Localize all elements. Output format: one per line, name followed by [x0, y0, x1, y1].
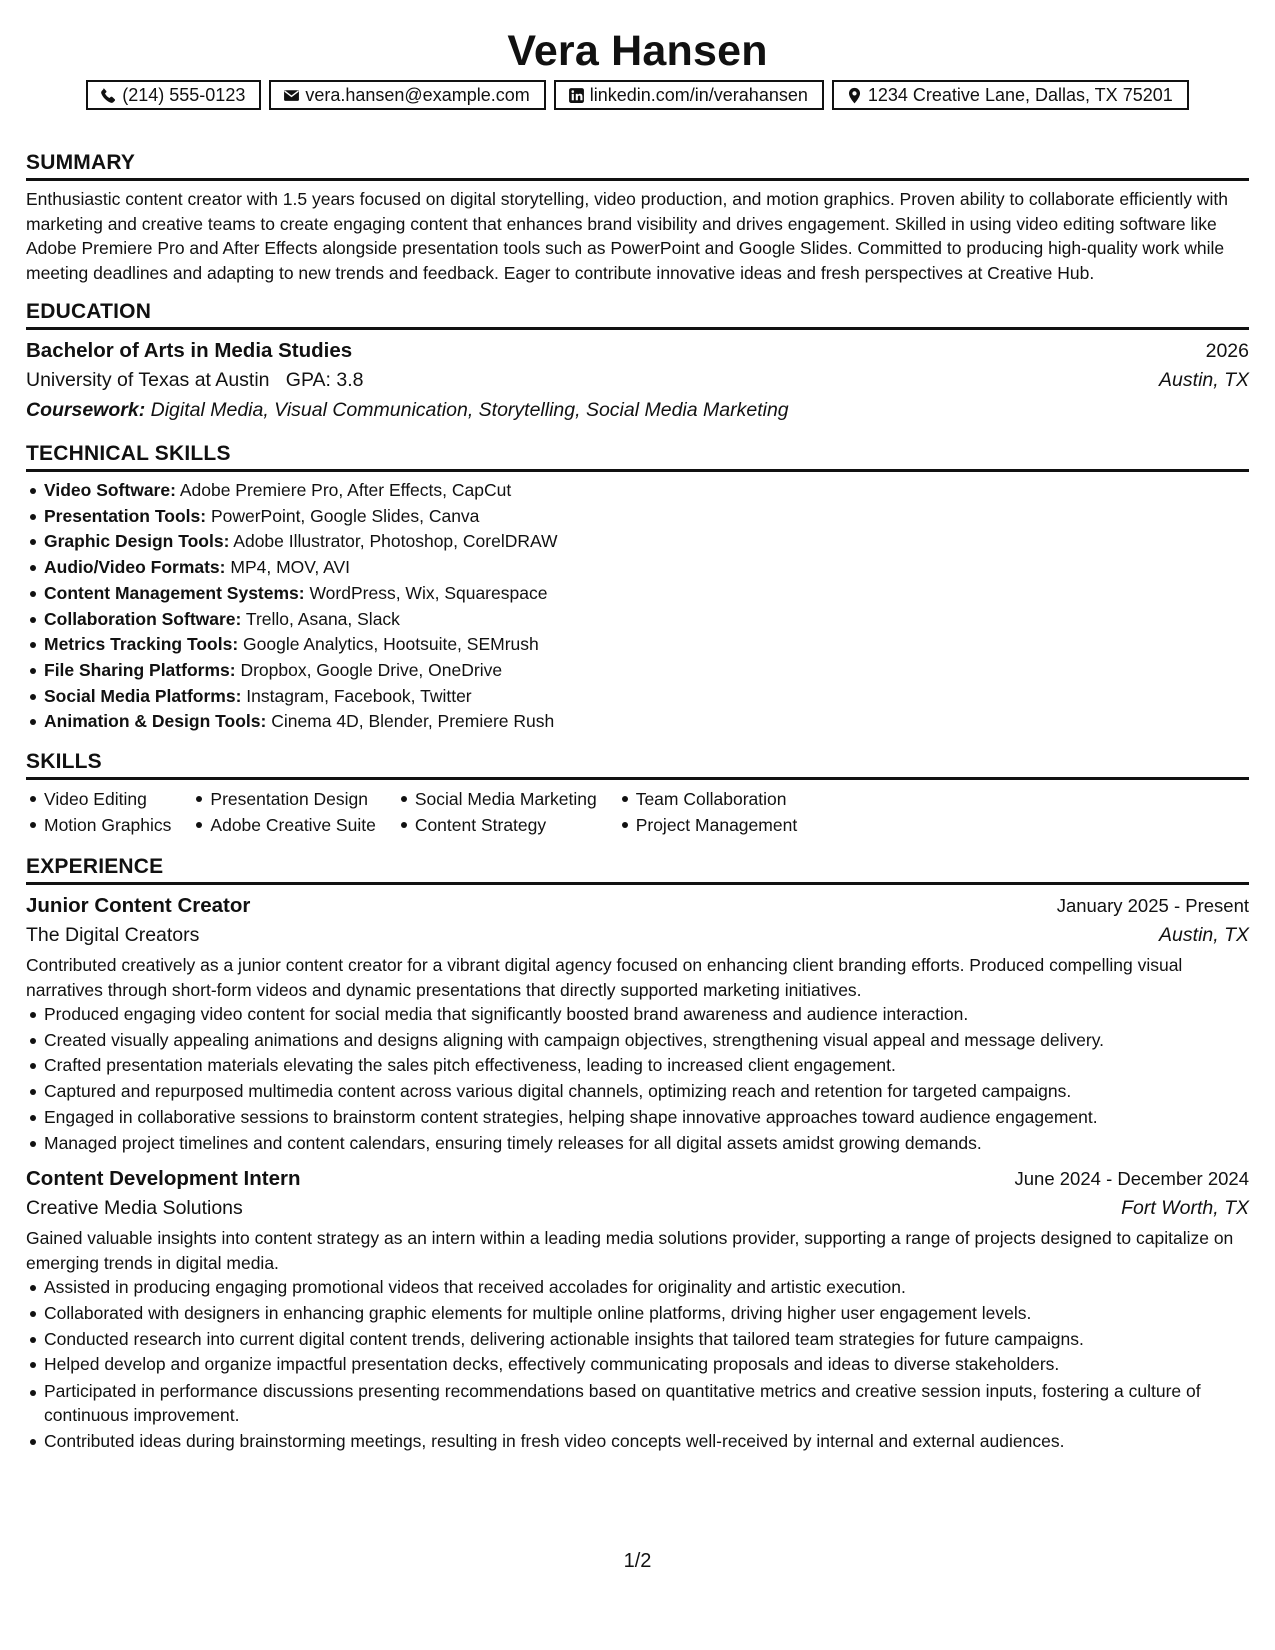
list-item — [26, 632, 1249, 658]
section-title-experience: EXPERIENCE — [26, 855, 164, 879]
education-degree: Bachelor of Arts in Media Studies — [26, 339, 353, 362]
education-year: 2026 — [1205, 340, 1249, 362]
job-bullets — [26, 1002, 1249, 1156]
skill-category: Video Software: — [44, 480, 176, 500]
coursework-label: Coursework: — [26, 399, 146, 421]
education-row-2 — [26, 366, 1249, 395]
technical-skills-section — [26, 441, 1249, 735]
contact-linkedin-text: linkedin.com/in/verahansen — [589, 84, 808, 105]
skills-grid — [26, 786, 1249, 838]
job-company: The Digital Creators — [26, 924, 200, 947]
list-item — [26, 658, 1249, 684]
skill-category: Presentation Tools: — [44, 505, 207, 526]
phone-icon — [100, 87, 117, 104]
skills-column — [618, 786, 797, 838]
job-header — [26, 1164, 1249, 1194]
section-divider — [26, 777, 1249, 780]
page-number: 1/2 — [623, 1550, 652, 1572]
job-summary: Contributed creatively as a junior content creator for a vibrant digital agency focused on enhancing client branding efforts. Produced compelling visual narratives through short-form videos and dynamic presentations that directly supported marketing initiatives. — [26, 955, 1183, 1000]
job-dates: June 2024 - December 2024 — [1014, 1168, 1249, 1190]
list-item: Conducted research into current digital content trends, delivering actionable insights that tailored team strategies for future campaigns. — [26, 1327, 1249, 1353]
skill-values: PowerPoint, Google Slides, Canva — [210, 505, 480, 526]
education-coursework — [26, 395, 1249, 425]
education-school-line — [26, 366, 363, 395]
list-item — [26, 555, 1249, 581]
contact-email-text: vera.hansen@example.com — [305, 84, 530, 105]
contact-address[interactable] — [832, 80, 1189, 110]
job-summary: Gained valuable insights into content strategy as an intern within a leading media solutions provider, supporting a range of projects designed to capitalize on emerging trends in digital media. — [26, 1228, 1234, 1273]
list-item — [26, 504, 1249, 530]
education-section — [26, 299, 1249, 425]
section-title-summary: SUMMARY — [26, 151, 136, 174]
job-location: Fort Worth, TX — [1121, 1197, 1249, 1220]
list-item: Motion Graphics — [26, 812, 171, 838]
skills-column — [26, 786, 171, 838]
list-item: Video Editing — [26, 786, 171, 812]
list-item — [26, 607, 1249, 633]
contact-bar — [26, 80, 1249, 110]
skill-category: Social Media Platforms: — [44, 685, 242, 706]
job-dates: January 2025 - Present — [1056, 895, 1249, 917]
skill-category: Animation & Design Tools: — [44, 711, 267, 732]
linkedin-icon — [568, 87, 585, 104]
job-entry — [26, 891, 1249, 1156]
job-entry — [26, 1164, 1249, 1455]
section-divider — [26, 882, 1249, 885]
technical-skills-list — [26, 478, 1249, 735]
summary-text: Enthusiastic content creator with 1.5 years focused on digital storytelling, video production, and motion graphics. Proven ability to collaborate efficiently with marketing and creative teams to create engaging content that enhances brand visibility and drives engagement. Skilled in using video editing software like Adobe Premiere Pro and After Effects alongside presentation tools such as PowerPoint and Google Slides. Committed to producing high-quality work while meeting deadlines and adapting to new trends and feedback. Eager to contribute innovative ideas and fresh perspectives at Creative Hub. — [26, 189, 1228, 283]
list-item — [26, 581, 1249, 607]
list-item: Produced engaging video content for social media that significantly boosted brand awareness and audience interaction. — [26, 1002, 1249, 1028]
contact-email[interactable] — [269, 80, 545, 110]
list-item — [26, 709, 1249, 735]
education-location: Austin, TX — [1159, 369, 1249, 391]
skill-values: Adobe Illustrator, Photoshop, CorelDRAW — [233, 531, 558, 552]
skill-category: Content Management Systems: — [44, 582, 305, 603]
skill-category: Metrics Tracking Tools: — [44, 634, 239, 655]
list-item: Engaged in collaborative sessions to brainstorm content strategies, helping shape innovative approaches toward audience engagement. — [26, 1105, 1249, 1131]
list-item: Presentation Design — [192, 786, 375, 812]
map-pin-icon — [846, 87, 863, 104]
list-item: Participated in performance discussions presenting recommendations based on quantitative metrics and creative session inputs, fostering a culture of continuous improvement. — [26, 1380, 1249, 1427]
job-role: Junior Content Creator — [26, 894, 251, 918]
job-company: Creative Media Solutions — [26, 1197, 243, 1220]
education-school: University of Texas at Austin — [26, 369, 270, 391]
experience-section — [26, 854, 1249, 1455]
section-divider — [26, 178, 1249, 181]
list-item: Collaborated with designers in enhancing graphic elements for multiple online platforms, driving higher user engagement levels. — [26, 1301, 1249, 1327]
job-role: Content Development Intern — [26, 1167, 301, 1191]
section-divider — [26, 327, 1249, 330]
list-item: Created visually appealing animations and designs aligning with campaign objectives, strengthening visual appeal and message delivery. — [26, 1028, 1249, 1054]
skill-values: Dropbox, Google Drive, OneDrive — [240, 659, 503, 680]
skill-values: Cinema 4D, Blender, Premiere Rush — [271, 711, 555, 732]
section-title-skills: SKILLS — [26, 750, 102, 774]
section-title-education: EDUCATION — [26, 300, 152, 323]
job-bullets — [26, 1275, 1249, 1455]
contact-address-text: 1234 Creative Lane, Dallas, TX 75201 — [867, 84, 1173, 105]
list-item: Content Strategy — [397, 812, 597, 838]
skills-column — [192, 786, 375, 838]
education-gpa: GPA: 3.8 — [285, 369, 364, 391]
skill-values: MP4, MOV, AVI — [230, 557, 351, 578]
skill-values: Adobe Premiere Pro, After Effects, CapCut — [179, 480, 512, 500]
skill-category: Audio/Video Formats: — [44, 557, 226, 578]
education-row-1 — [26, 336, 1249, 366]
list-item: Captured and repurposed multimedia content across various digital channels, optimizing reach and retention for targeted campaigns. — [26, 1079, 1249, 1105]
section-title-technical-skills: TECHNICAL SKILLS — [26, 442, 231, 465]
list-item: Managed project timelines and content calendars, ensuring timely releases for all digital assets amidst growing demands. — [26, 1131, 1249, 1157]
skill-category: Collaboration Software: — [44, 608, 242, 629]
candidate-name: Vera Hansen — [507, 27, 768, 75]
list-item — [26, 478, 1249, 504]
list-item: Project Management — [618, 812, 797, 838]
job-subheader — [26, 921, 1249, 950]
contact-linkedin[interactable] — [554, 80, 824, 110]
list-item: Adobe Creative Suite — [192, 812, 375, 838]
skills-section — [26, 749, 1249, 838]
list-item: Social Media Marketing — [397, 786, 597, 812]
skill-category: Graphic Design Tools: — [44, 531, 230, 552]
contact-phone[interactable] — [86, 80, 261, 110]
coursework-list: Digital Media, Visual Communication, Storytelling, Social Media Marketing — [150, 399, 789, 421]
skill-category: File Sharing Platforms: — [44, 659, 236, 680]
list-item: Helped develop and organize impactful presentation decks, effectively communicating proposals and ideas to diverse stakeholders. — [26, 1352, 1249, 1378]
list-item: Crafted presentation materials elevating the sales pitch effectiveness, leading to increased client engagement. — [26, 1053, 1249, 1079]
envelope-icon — [283, 87, 300, 104]
list-item: Assisted in producing engaging promotional videos that received accolades for originality and artistic execution. — [26, 1275, 1249, 1301]
job-location: Austin, TX — [1159, 924, 1249, 947]
skills-column — [397, 786, 597, 838]
job-subheader — [26, 1194, 1249, 1223]
contact-phone-text: (214) 555-0123 — [122, 84, 246, 105]
list-item: Contributed ideas during brainstorming meetings, resulting in fresh video concepts well-received by internal and external audiences. — [26, 1429, 1249, 1455]
job-header — [26, 891, 1249, 921]
list-item — [26, 684, 1249, 710]
summary-section — [26, 150, 1249, 285]
skill-values: Google Analytics, Hootsuite, SEMrush — [243, 634, 539, 655]
skill-values: Trello, Asana, Slack — [245, 608, 400, 629]
list-item: Team Collaboration — [618, 786, 797, 812]
skill-values: Instagram, Facebook, Twitter — [246, 685, 472, 706]
list-item — [26, 529, 1249, 555]
section-divider — [26, 469, 1249, 472]
skill-values: WordPress, Wix, Squarespace — [309, 582, 548, 603]
resume-page — [26, 0, 1249, 1650]
